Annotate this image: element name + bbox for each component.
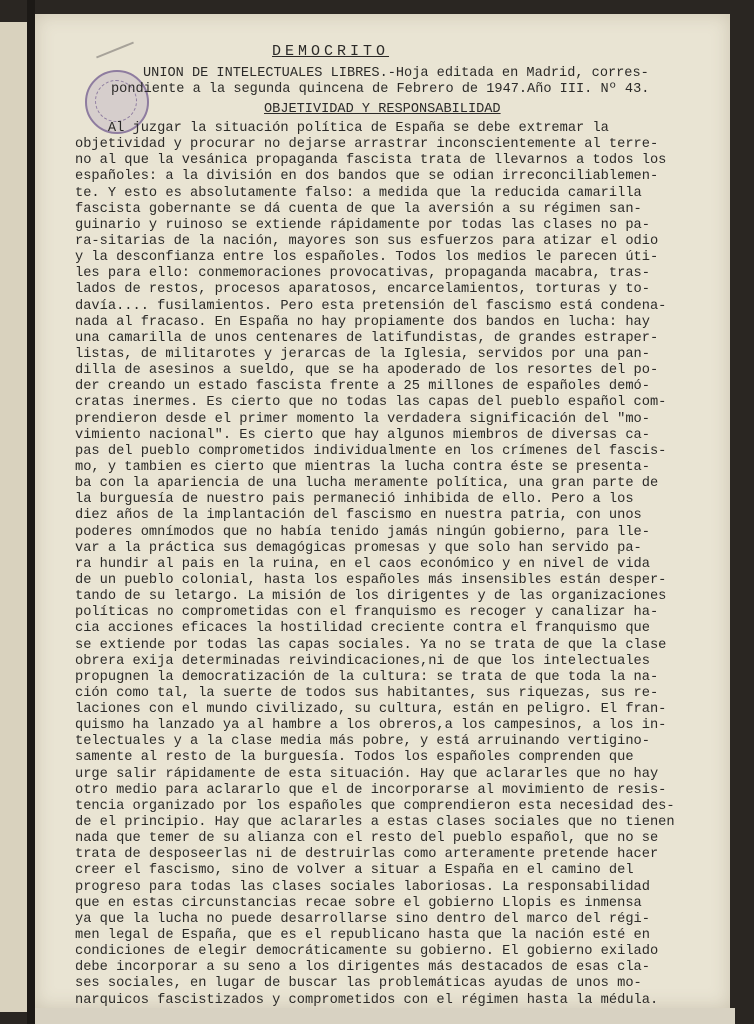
body-line: propugnen la democratización de la cultura: se trata de que toda la na- xyxy=(75,669,659,685)
body-line: telectuales y a la clase media más pobre, y está arruinando vertigino- xyxy=(75,734,650,750)
body-line: men legal de España, que es el republicano hasta que la nación esté en xyxy=(75,928,650,944)
body-line: cia acciones eficaces la hostilidad creciente contra el franquismo que xyxy=(75,621,650,637)
body-line: debe incorporar a su seno a los dirigentes más destacados de esas cla- xyxy=(75,960,650,976)
body-line: políticas no comprometidas con el franquismo es recoger y canalizar ha- xyxy=(75,605,659,621)
body-line: Al juzgar la situación política de España se debe extremar la xyxy=(75,121,609,136)
body-line: se extiende por todas las capas sociales. Ya no se trata de que la clase xyxy=(75,637,667,653)
body-line: urge salir rápidamente de esta situación. Hay que aclararles que no hay xyxy=(75,766,659,782)
body-line: de el principio. Hay que aclararles a estas clases sociales que no tienen xyxy=(75,815,675,831)
body-line: que en estas circunstancias recae sobre el gobierno Llopis es inmensa xyxy=(75,895,642,911)
body-line: ya que la lucha no puede desarrollarse sino dentro del marco del régi- xyxy=(75,911,650,927)
body-line: ra-sitarias de la nación, mayores son sus esfuerzos para atizar el odio xyxy=(75,233,659,249)
scan-bottom-edge xyxy=(35,1008,735,1024)
body-line: obrera exija determinadas reivindicaciones,ni de que los intelectuales xyxy=(75,653,650,669)
body-line: otro medio para aclararlo que el de incorporarse al movimiento de resis- xyxy=(75,782,667,798)
body-line: fascista gobernante se dá cuenta de que la aversión a su régimen san- xyxy=(75,201,642,217)
body-line: creer el fascismo, sino de volver a situar a España en el camino del xyxy=(75,863,634,879)
body-line: poderes omnímodos que no había tenido jamás ningún gobierno, para lle- xyxy=(75,524,650,540)
body-line: lados de restos, procesos aparatosos, encarcelamientos, torturas y to- xyxy=(75,282,650,298)
article-heading: OBJETIVIDAD Y RESPONSABILIDAD xyxy=(264,102,501,117)
body-line: listas, de militarotes y jerarcas de la Iglesia, servidos por una pan- xyxy=(75,346,650,362)
body-line: ses sociales, en lugar de buscar las problemáticas ayudas de unos mo- xyxy=(75,976,642,992)
body-line: pas del pueblo comprometidos individualmente en los crímenes del fascis- xyxy=(75,443,667,459)
body-line: tando de su letargo. La misión de los dirigentes y de las organizaciones xyxy=(75,589,667,605)
body-line: y la desconfianza entre los españoles. Todos los medios le parecen úti- xyxy=(75,250,659,266)
body-line: cratas inermes. Es cierto que no todas las capas del pueblo español com- xyxy=(75,395,667,411)
body-line: te. Y esto es absolutamente falso: a medida que la reducida camarilla xyxy=(75,185,642,201)
body-line: dilla de asesinos a sueldo, que se ha apoderado de los resortes del po- xyxy=(75,363,659,379)
body-line: prendieron desde el primer momento la verdadera significación del "mo- xyxy=(75,411,650,427)
body-line: samente al resto de la burguesía. Todos los españoles comprenden que xyxy=(75,750,634,766)
body-line: der creando un estado fascista frente a 25 millones de españoles demó- xyxy=(75,379,650,395)
body-line: quismo ha lanzado ya al hambre a los obreros,a los campesinos, a los in- xyxy=(75,718,667,734)
body-line: narquicos fascistizados y comprometidos con el régimen hasta la médula. xyxy=(75,992,659,1008)
body-line: de un pueblo colonial, hasta los españoles más insensibles están desper- xyxy=(75,572,667,588)
body-line: no al que la vesánica propaganda fascista trata de llevarnos a todos los xyxy=(75,153,667,169)
body-line: mo, y tambien es cierto que mientras la lucha contra éste se presenta- xyxy=(75,459,650,475)
adjacent-page-edge xyxy=(0,22,29,1012)
body-line: guinario y ruinoso se extiende rápidamente por todas las clases no pa- xyxy=(75,217,650,233)
body-line: progreso para todas las clases sociales laboriosas. La responsabilidad xyxy=(75,879,650,895)
body-line: una camarilla de unos centenares de latifundistas, de grandes estraper- xyxy=(75,330,659,346)
body-line: diez años de la implantación del fascismo en nuestra patria, con unos xyxy=(75,508,642,524)
body-line: españoles: a la división en dos bandos que se odian irreconciliablemen- xyxy=(75,169,659,185)
body-line: la burguesía de nuestro pais permaneció inhibida de ello. Pero a los xyxy=(75,492,634,508)
article-body xyxy=(75,121,735,1009)
body-line: davía.... fusilamientos. Pero esta pretensión del fascismo está condena- xyxy=(75,298,667,314)
header-line-2: pondiente a la segunda quincena de Febrero de 1947.Año III. Nº 43. xyxy=(111,82,650,97)
body-line: condiciones de elegir democráticamente su gobierno. El gobierno exilado xyxy=(75,944,659,960)
document-title: DEMOCRITO xyxy=(272,43,390,60)
body-line: ba con la apariencia de una lucha meramente política, una gran parte de xyxy=(75,476,659,492)
body-line: les para ello: conmemoraciones provocativas, propaganda macabra, tras- xyxy=(75,266,650,282)
header-line-1: UNION DE INTELECTUALES LIBRES.-Hoja editada en Madrid, corres- xyxy=(143,66,649,81)
body-line: ción como tal, la suerte de todos sus habitantes, sus riquezas, sus re- xyxy=(75,685,659,701)
body-line: vimiento nacional". Es cierto que hay algunos miembros de diversas ca- xyxy=(75,427,650,443)
body-line: tencia organizado por los españoles que comprendieron esta necesidad des- xyxy=(75,798,675,814)
body-line: objetividad y procurar no dejarse arrastrar inconscientemente al terre- xyxy=(75,137,659,153)
page-gutter-shadow xyxy=(27,0,35,1024)
body-line: nada al fracaso. En España no hay propiamente dos bandos en lucha: hay xyxy=(75,314,650,330)
pencil-mark xyxy=(96,42,134,59)
body-line: trata de desposeerlas ni de destruirlas como arteramente pretende hacer xyxy=(75,847,659,863)
document-sheet xyxy=(35,14,730,1008)
body-line: var a la práctica sus demagógicas promesas y que solo han servido pa- xyxy=(75,540,642,556)
body-line: laciones con el mundo civilizado, su cultura, están en peligro. El fran- xyxy=(75,702,667,718)
body-line: nada que temer de su alianza con el resto del pueblo español, que no se xyxy=(75,831,659,847)
body-line: ra hundir al pais en la ruina, en el caos económico y en nivel de vida xyxy=(75,556,650,572)
